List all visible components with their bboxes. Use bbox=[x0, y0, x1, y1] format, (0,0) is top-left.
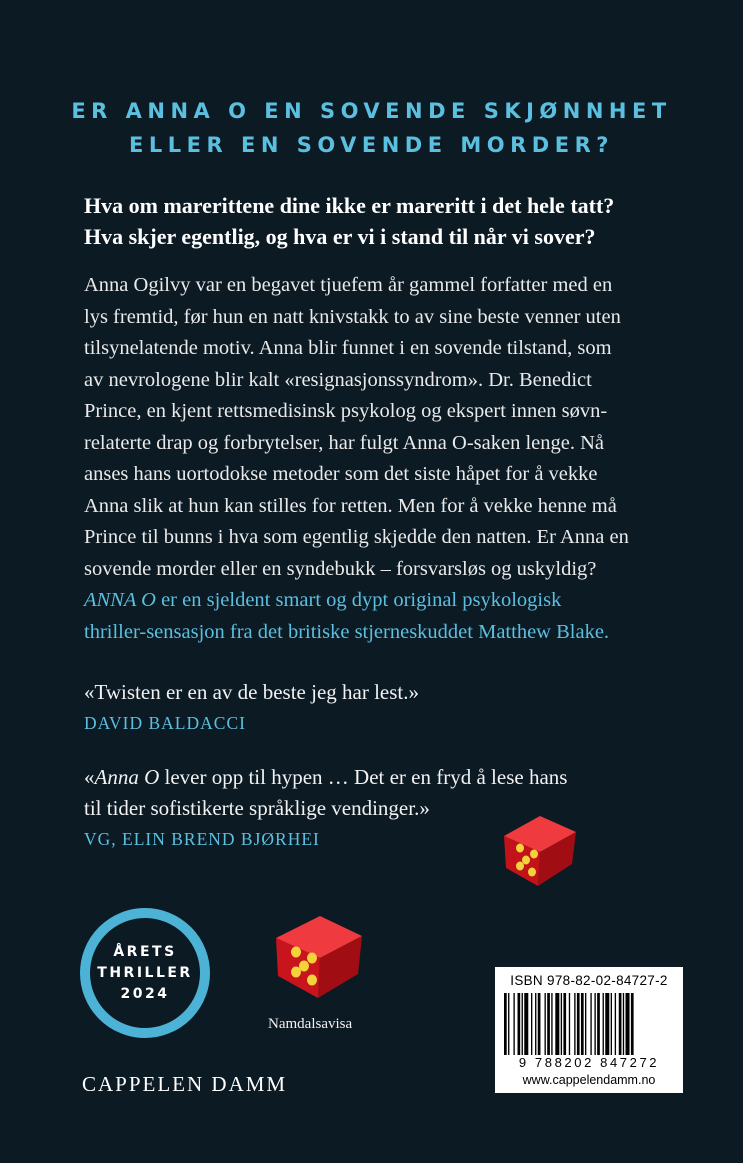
quote-text-line-2: til tider sofistikerte språklige vendinger.» bbox=[84, 796, 430, 820]
barcode-bar bbox=[631, 993, 634, 1055]
blurb-line-1-rest: er en sjeldent smart og dypt original psykologisk bbox=[155, 589, 562, 611]
barcode-bar bbox=[547, 993, 550, 1055]
barcode-bar bbox=[518, 993, 521, 1055]
quote-text-line-1 bbox=[84, 762, 684, 793]
synopsis-line: relaterte drap og forbrytelser, har fulgt Anna O-saken lenge. Nå bbox=[84, 431, 605, 454]
book-title: Anna O bbox=[94, 765, 160, 789]
isbn-barcode bbox=[495, 967, 683, 1093]
badge-line-3: 2024 bbox=[120, 985, 170, 1002]
dice-rating-icon bbox=[496, 806, 582, 890]
review-quote-vg bbox=[84, 762, 684, 852]
barcode-digits: 9 788202 847272 bbox=[518, 1055, 660, 1070]
quote-text-rest: lever opp til hypen … Det er en fryd å lese hans bbox=[159, 765, 568, 789]
synopsis-line: anses hans uortodokse metoder som det siste håpet for å vekke bbox=[84, 463, 598, 485]
dice-rating-icon bbox=[268, 906, 368, 1002]
barcode-bar bbox=[538, 993, 541, 1055]
synopsis bbox=[84, 270, 724, 585]
book-title: ANNA O bbox=[84, 589, 156, 611]
lead-line-1: Hva om marerittene dine ikke er mareritt i det hele tatt? bbox=[84, 193, 615, 218]
barcode-bar bbox=[524, 993, 528, 1055]
tagline bbox=[0, 94, 743, 162]
barcode-bar bbox=[535, 993, 536, 1055]
synopsis-line: Prince, en kjent rettsmedisinsk psykolog og ekspert innen søvn- bbox=[84, 400, 608, 422]
barcode-bar bbox=[513, 993, 514, 1055]
quote-text: «Twisten er en av de beste jeg har lest.» bbox=[84, 680, 419, 704]
review-quote-baldacci bbox=[84, 677, 684, 736]
barcode-bar bbox=[605, 993, 609, 1055]
tagline-line-1: ER ANNA O EN SOVENDE SKJØNNHET bbox=[71, 99, 672, 123]
barcode-bar bbox=[619, 993, 622, 1055]
barcode-bar bbox=[594, 993, 595, 1055]
review-source-namdalsavisa: Namdalsavisa bbox=[268, 1016, 353, 1032]
quote-open-mark: « bbox=[84, 765, 95, 789]
barcode-bar bbox=[623, 993, 624, 1055]
barcode-bar bbox=[555, 993, 559, 1055]
synopsis-line: Prince til bunns i hva som egentlig skjedde den natten. Er Anna en bbox=[84, 526, 629, 548]
lead-paragraph bbox=[84, 190, 704, 252]
barcode-bar bbox=[563, 993, 566, 1055]
barcode-bar bbox=[590, 993, 591, 1055]
synopsis-line: lys fremtid, før hun en natt knivstakk to av sine beste venner uten bbox=[84, 305, 621, 328]
blurb bbox=[84, 585, 724, 648]
isbn-text: ISBN 978-82-02-84727-2 bbox=[510, 973, 668, 988]
synopsis-line: sovende morder eller en syndebukk – forsvarsløs og uskyldig? bbox=[84, 557, 597, 580]
lead-line-2: Hva skjer egentlig, og hva er vi i stand til når vi sover? bbox=[84, 224, 596, 249]
synopsis-line: Anna slik at hun kan stilles for retten. Men for å vekke henne må bbox=[84, 494, 617, 517]
synopsis-line: Anna Ogilvy var en begavet tjuefem år gammel forfatter med en bbox=[84, 274, 613, 296]
barcode-bar bbox=[569, 993, 570, 1055]
quote-source: VG, ELIN BREND BJØRHEI bbox=[84, 829, 320, 849]
synopsis-line: av nevrologene blir kalt «resignasjonssyndrom». Dr. Benedict bbox=[84, 368, 592, 391]
publisher-logo: CAPPELEN DAMM bbox=[82, 1072, 288, 1096]
barcode-bar bbox=[577, 993, 580, 1055]
barcode-bar bbox=[615, 993, 616, 1055]
arets-thriller-badge bbox=[80, 908, 210, 1038]
barcode-bar bbox=[522, 993, 523, 1055]
publisher-url: www.cappelendamm.no bbox=[522, 1073, 656, 1087]
synopsis-line: tilsynelatende motiv. Anna blir funnet i en sovende tilstand, som bbox=[84, 337, 612, 359]
barcode-bar bbox=[504, 993, 507, 1055]
barcode-bar bbox=[551, 993, 552, 1055]
quote-source: DAVID BALDACCI bbox=[84, 713, 246, 733]
barcode-bar bbox=[603, 993, 604, 1055]
barcode-bar bbox=[585, 993, 586, 1055]
barcode-bar bbox=[597, 993, 600, 1055]
barcode-bar bbox=[561, 993, 562, 1055]
barcode-bars bbox=[503, 993, 675, 1055]
badge-line-1: ÅRETS bbox=[113, 943, 177, 960]
barcode-bar bbox=[581, 993, 584, 1055]
blurb-line-2: thriller-sensasjon fra det britiske stjerneskuddet Matthew Blake. bbox=[84, 620, 610, 643]
barcode-bar bbox=[611, 993, 612, 1055]
barcode-bar bbox=[626, 993, 630, 1055]
barcode-bar bbox=[545, 993, 546, 1055]
tagline-line-2: ELLER EN SOVENDE MORDER? bbox=[129, 133, 614, 157]
barcode-bar bbox=[531, 993, 532, 1055]
blurb-line-1 bbox=[84, 585, 724, 617]
barcode-bar bbox=[508, 993, 509, 1055]
badge-line-2: THRILLER bbox=[97, 964, 193, 981]
barcode-bar bbox=[574, 993, 575, 1055]
